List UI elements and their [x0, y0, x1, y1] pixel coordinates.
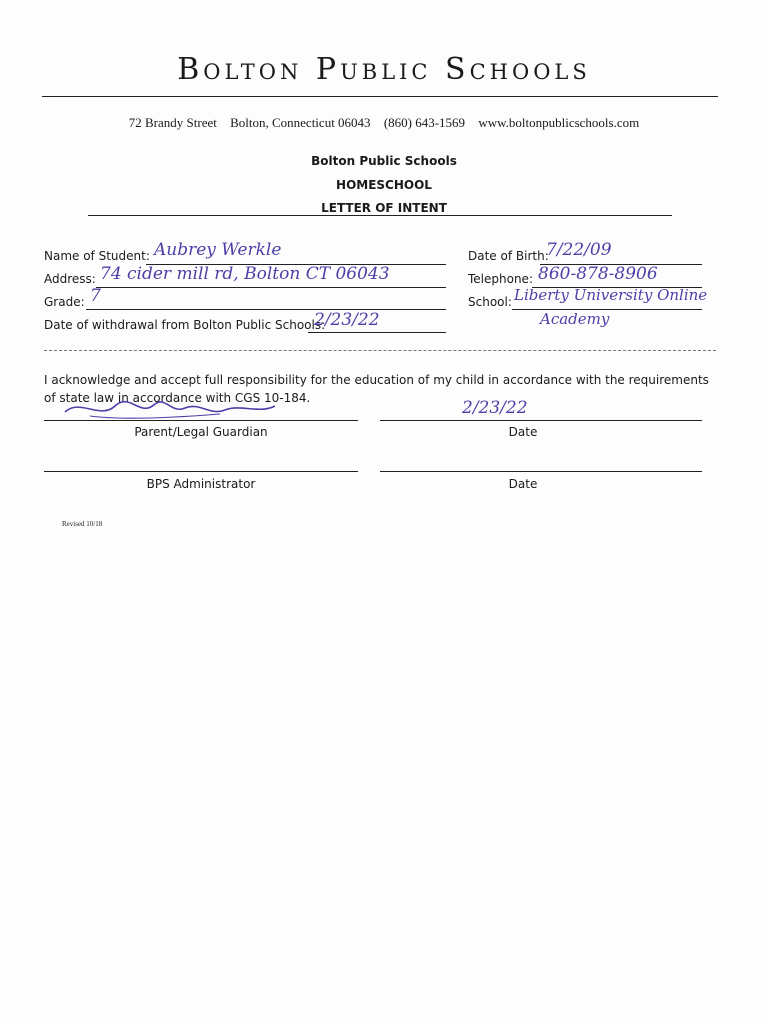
city-address: Bolton, Connecticut 06043	[230, 115, 371, 130]
address-line	[96, 287, 446, 288]
phone-number: (860) 643-1569	[383, 115, 466, 130]
guardian-date-value[interactable]: 2/23/22	[462, 398, 528, 418]
school-value-line2[interactable]: Academy	[540, 310, 610, 328]
admin-signature-line[interactable]	[44, 471, 358, 472]
revised-note: Revised 10/18	[62, 520, 103, 528]
address-value[interactable]: 74 cider mill rd, Bolton CT 06043	[100, 264, 390, 284]
guardian-signature-line	[44, 420, 358, 421]
guardian-date-line	[380, 420, 702, 421]
telephone-label: Telephone:	[468, 272, 533, 286]
title-divider	[88, 215, 672, 216]
grade-value[interactable]: 7	[90, 286, 101, 306]
letterhead-school-name: Bolton Public Schools	[177, 52, 591, 87]
street-address: 72 Brandy Street	[128, 115, 217, 130]
guardian-date-caption: Date	[508, 425, 538, 439]
student-name-label: Name of Student:	[44, 249, 150, 263]
address-label: Address:	[44, 272, 96, 286]
admin-caption: BPS Administrator	[146, 477, 256, 491]
website: www.boltonpublicschools.com	[478, 115, 640, 130]
acknowledgement-text: I acknowledge and accept full responsibility for the education of my child in accordance with the requirements of state law in accordance with CGS 10-184.	[44, 373, 709, 405]
school-value-line1[interactable]: Liberty University Online	[514, 286, 708, 304]
telephone-value[interactable]: 860-878-8906	[538, 264, 658, 284]
student-name-value[interactable]: Aubrey Werkle	[154, 240, 282, 260]
withdrawal-value[interactable]: 2/23/22	[314, 310, 380, 330]
guardian-caption: Parent/Legal Guardian	[134, 425, 268, 439]
grade-line	[86, 309, 446, 310]
dob-value[interactable]: 7/22/09	[546, 240, 612, 260]
form-title-line1: Bolton Public Schools	[311, 154, 457, 168]
school-label: School:	[468, 295, 512, 309]
section-separator	[44, 350, 716, 351]
withdrawal-line	[308, 332, 446, 333]
letterhead-divider	[42, 96, 718, 97]
admin-date-line[interactable]	[380, 471, 702, 472]
letterhead-address	[0, 115, 768, 131]
admin-date-caption: Date	[508, 477, 538, 491]
form-title-line3: LETTER OF INTENT	[321, 201, 447, 215]
withdrawal-label: Date of withdrawal from Bolton Public Schools:	[44, 318, 326, 332]
form-title-line2: HOMESCHOOL	[336, 178, 432, 192]
dob-label: Date of Birth:	[468, 249, 549, 263]
grade-label: Grade:	[44, 295, 85, 309]
